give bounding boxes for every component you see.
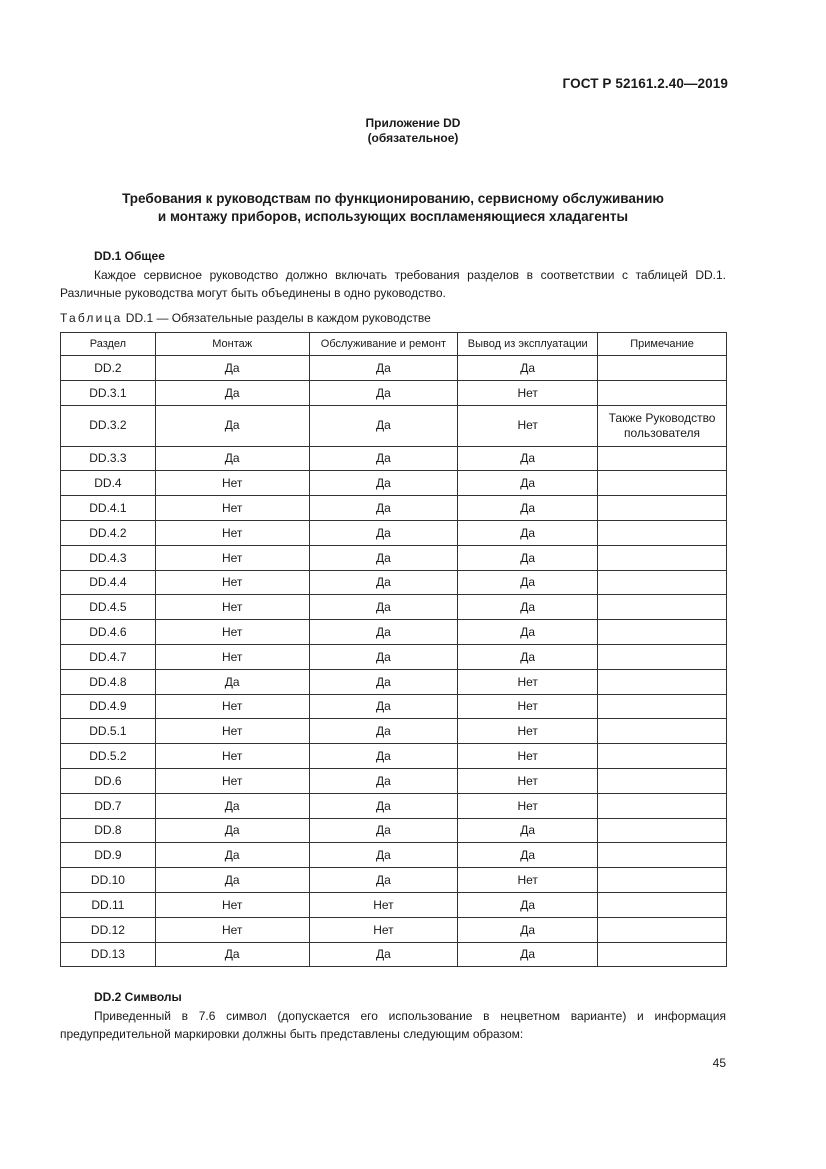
table-row — [61, 570, 727, 595]
appendix-heading — [0, 116, 826, 146]
table-cell: Нет — [458, 405, 598, 446]
table-row — [61, 793, 727, 818]
table-row — [61, 644, 727, 669]
table-cell: Да — [458, 471, 598, 496]
table-cell: Нет — [458, 744, 598, 769]
table-cell — [598, 818, 727, 843]
table-caption-text: DD.1 — Обязательные разделы в каждом руководстве — [125, 311, 431, 325]
table-cell: DD.2 — [61, 356, 156, 381]
table-row — [61, 380, 727, 405]
table-cell: Да — [458, 496, 598, 521]
table-cell: Нет — [155, 917, 309, 942]
table-cell: DD.4.2 — [61, 520, 156, 545]
table-cell: Да — [458, 843, 598, 868]
table-cell: Да — [309, 405, 458, 446]
main-title — [60, 190, 726, 226]
table-cell: Да — [309, 545, 458, 570]
table-row — [61, 620, 727, 645]
table-cell — [598, 793, 727, 818]
table-cell: Да — [458, 620, 598, 645]
table-cell: Да — [309, 471, 458, 496]
table-cell: Нет — [458, 868, 598, 893]
table-row — [61, 843, 727, 868]
table-cell: Да — [458, 570, 598, 595]
requirements-table — [60, 332, 727, 967]
table-cell: Да — [309, 595, 458, 620]
table-row — [61, 496, 727, 521]
table-cell: DD.4.8 — [61, 669, 156, 694]
table-cell: Да — [458, 942, 598, 967]
table-cell: Также Руководство пользователя — [598, 405, 727, 446]
table-cell: Да — [155, 380, 309, 405]
table-cell — [598, 644, 727, 669]
table-cell: Нет — [458, 669, 598, 694]
table-row — [61, 669, 727, 694]
table-cell — [598, 520, 727, 545]
table-cell: DD.3.1 — [61, 380, 156, 405]
table-row — [61, 545, 727, 570]
table-cell — [598, 471, 727, 496]
table-cell: Да — [309, 446, 458, 471]
table-row — [61, 520, 727, 545]
table-cell: Нет — [458, 793, 598, 818]
section-dd1-text: Каждое сервисное руководство должно включать требования разделов в соответствии с таблицей DD.1. Различные руководства могут быть объединены в одно руководство. — [60, 268, 726, 300]
table-cell — [598, 892, 727, 917]
column-header: Обслуживание и ремонт — [309, 333, 458, 356]
table-cell: DD.6 — [61, 768, 156, 793]
table-cell: Нет — [309, 917, 458, 942]
table-cell — [598, 942, 727, 967]
table-cell: Нет — [155, 520, 309, 545]
table-header-row — [61, 333, 727, 356]
table-cell: DD.4.6 — [61, 620, 156, 645]
table-row — [61, 917, 727, 942]
table-row — [61, 595, 727, 620]
column-header: Монтаж — [155, 333, 309, 356]
table-cell: Нет — [155, 768, 309, 793]
table-cell: DD.13 — [61, 942, 156, 967]
table-cell: Да — [155, 868, 309, 893]
table-cell: Да — [155, 793, 309, 818]
table-cell: DD.4.5 — [61, 595, 156, 620]
table-cell — [598, 570, 727, 595]
table-cell: Нет — [309, 892, 458, 917]
table-cell: Да — [458, 595, 598, 620]
table-cell: Нет — [155, 545, 309, 570]
table-cell: Нет — [155, 892, 309, 917]
table-cell — [598, 356, 727, 381]
table-cell: Нет — [155, 570, 309, 595]
table-cell: Нет — [458, 719, 598, 744]
table-cell: Нет — [155, 744, 309, 769]
table-cell: Да — [309, 719, 458, 744]
section-dd2-paragraph — [60, 1007, 726, 1043]
table-cell: Да — [155, 669, 309, 694]
table-cell: Нет — [458, 768, 598, 793]
table-cell: Нет — [155, 694, 309, 719]
table-row — [61, 744, 727, 769]
table-cell — [598, 446, 727, 471]
table-cell — [598, 744, 727, 769]
table-cell — [598, 917, 727, 942]
table-cell: Да — [155, 356, 309, 381]
table-cell: DD.9 — [61, 843, 156, 868]
table-cell: DD.4.9 — [61, 694, 156, 719]
table-cell — [598, 496, 727, 521]
table-cell: Да — [309, 356, 458, 381]
table-cell: DD.8 — [61, 818, 156, 843]
table-cell: Да — [309, 520, 458, 545]
table-cell: Да — [458, 545, 598, 570]
table-cell: Да — [458, 356, 598, 381]
table-cell: Да — [309, 793, 458, 818]
table-cell: Да — [155, 818, 309, 843]
table-cell: Нет — [458, 694, 598, 719]
table-cell: Нет — [155, 644, 309, 669]
table-cell: DD.3.3 — [61, 446, 156, 471]
table-cell: Да — [309, 694, 458, 719]
table-cell: Да — [309, 818, 458, 843]
table-row — [61, 405, 727, 446]
table-row — [61, 942, 727, 967]
column-header: Вывод из эксплуатации — [458, 333, 598, 356]
table-cell: Нет — [155, 471, 309, 496]
table-cell — [598, 843, 727, 868]
table-cell: DD.4 — [61, 471, 156, 496]
table-cell: DD.11 — [61, 892, 156, 917]
table-cell: Да — [309, 570, 458, 595]
table-cell: Нет — [155, 719, 309, 744]
table-cell — [598, 620, 727, 645]
table-cell: Да — [458, 446, 598, 471]
table-row — [61, 471, 727, 496]
table-row — [61, 818, 727, 843]
table-row — [61, 768, 727, 793]
table-cell: Да — [458, 892, 598, 917]
table-cell: Да — [309, 620, 458, 645]
table-cell: Да — [309, 496, 458, 521]
table-cell: DD.5.1 — [61, 719, 156, 744]
table-cell: DD.7 — [61, 793, 156, 818]
table-cell: DD.3.2 — [61, 405, 156, 446]
table-cell: Да — [155, 446, 309, 471]
table-cell — [598, 868, 727, 893]
table-row — [61, 719, 727, 744]
table-cell: DD.4.3 — [61, 545, 156, 570]
table-cell: DD.12 — [61, 917, 156, 942]
section-heading-dd1: DD.1 Общее — [94, 249, 165, 263]
table-cell: Да — [155, 405, 309, 446]
table-cell — [598, 719, 727, 744]
column-header: Раздел — [61, 333, 156, 356]
page-number: 45 — [712, 1056, 726, 1070]
table-cell: Да — [458, 818, 598, 843]
table-cell — [598, 768, 727, 793]
table-row — [61, 694, 727, 719]
main-title-line-1: Требования к руководствам по функционированию, сервисному обслуживанию — [122, 191, 664, 206]
table-cell — [598, 595, 727, 620]
section-dd1-paragraph — [60, 266, 726, 302]
table-cell: Да — [309, 669, 458, 694]
table-cell: Нет — [458, 380, 598, 405]
table-cell: DD.5.2 — [61, 744, 156, 769]
table-cell — [598, 694, 727, 719]
table-caption — [60, 311, 431, 325]
table-cell: DD.4.4 — [61, 570, 156, 595]
table-cell: Нет — [155, 620, 309, 645]
table-row — [61, 446, 727, 471]
table-cell: Да — [309, 644, 458, 669]
table-row — [61, 356, 727, 381]
table-cell: Да — [309, 768, 458, 793]
table-cell: Да — [309, 843, 458, 868]
table-cell: DD.10 — [61, 868, 156, 893]
table-cell — [598, 380, 727, 405]
table-cell: Да — [309, 868, 458, 893]
table-cell: Нет — [155, 496, 309, 521]
table-cell: DD.4.7 — [61, 644, 156, 669]
table-cell: Да — [458, 520, 598, 545]
appendix-status: (обязательное) — [367, 131, 459, 145]
table-cell: Да — [155, 843, 309, 868]
table-cell: Нет — [155, 595, 309, 620]
table-cell: Да — [309, 744, 458, 769]
section-dd2-text: Приведенный в 7.6 символ (допускается его использование в нецветном варианте) и информация предупредительной маркировки должны быть представлены следующим образом: — [60, 1009, 726, 1041]
table-cell: Да — [155, 942, 309, 967]
document-code: ГОСТ Р 52161.2.40—2019 — [562, 76, 728, 91]
table-cell — [598, 545, 727, 570]
table-cell: Да — [458, 644, 598, 669]
table-cell: DD.4.1 — [61, 496, 156, 521]
table-body — [61, 356, 727, 967]
appendix-title: Приложение DD — [365, 116, 461, 130]
column-header: Примечание — [598, 333, 727, 356]
section-heading-dd2: DD.2 Символы — [94, 990, 182, 1004]
table-row — [61, 892, 727, 917]
table-cell: Да — [309, 380, 458, 405]
table-caption-prefix: Таблица — [60, 311, 123, 325]
table-cell: Да — [458, 917, 598, 942]
table-cell — [598, 669, 727, 694]
table-cell: Да — [309, 942, 458, 967]
table-row — [61, 868, 727, 893]
main-title-line-2: и монтажу приборов, использующих воспламеняющиеся хладагенты — [157, 209, 629, 224]
